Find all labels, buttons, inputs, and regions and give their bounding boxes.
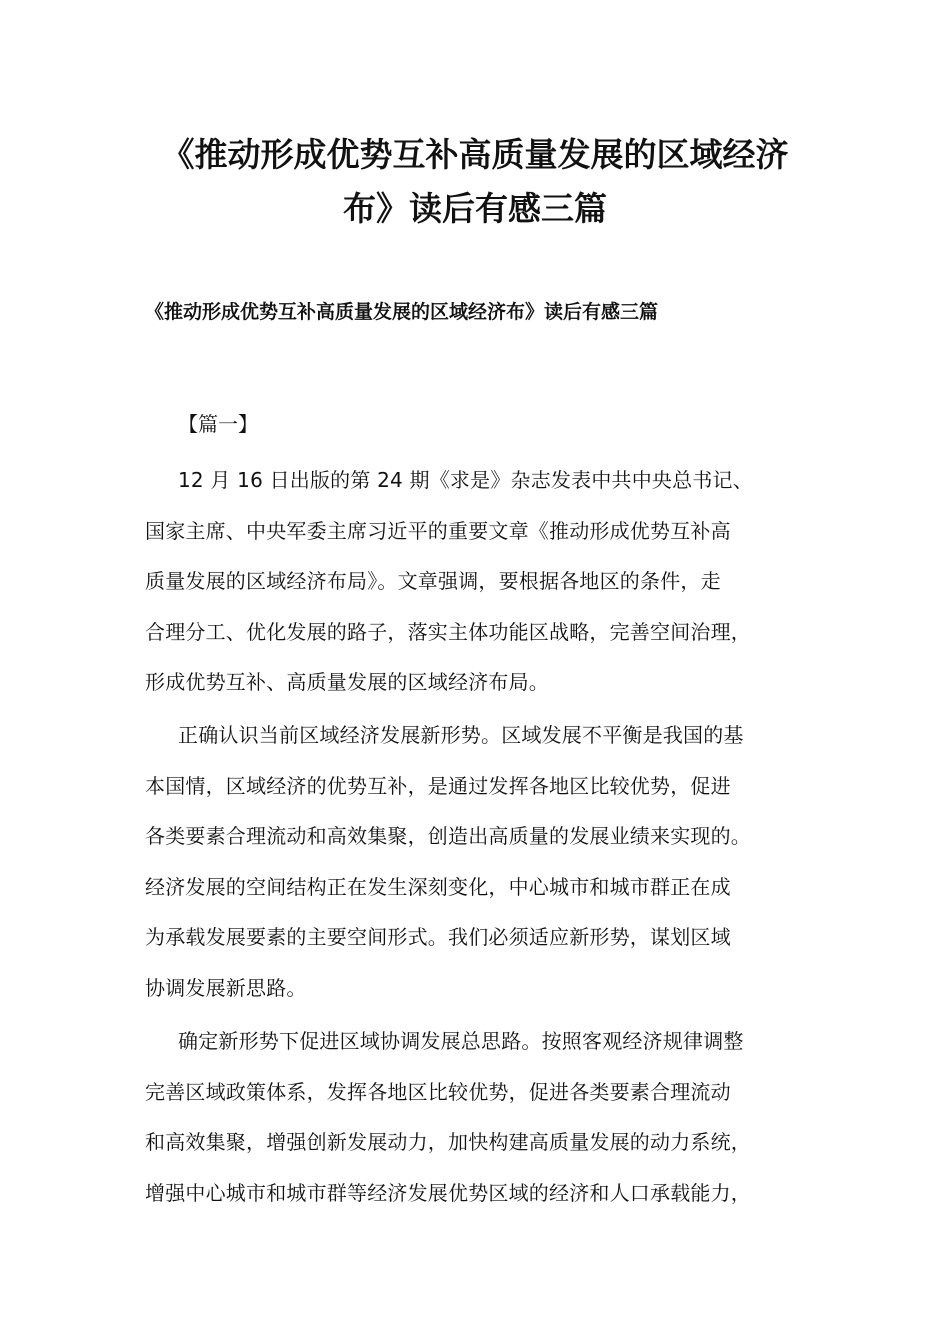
title-line: 布》读后有感三篇 [343,189,607,228]
paragraph-line: 为承载发展要素的主要空间形式。我们必须适应新形势，谋划区域 [145,925,731,949]
section-label: 【篇一】 [178,412,258,436]
title-line: 《推动形成优势互补高质量发展的区域经济 [161,135,789,174]
body-paragraph [145,455,805,708]
paragraph-line: 12 月 16 日出版的第 24 期《求是》杂志发表中共中央总书记、 [178,468,753,492]
body-paragraph [145,710,805,1013]
paragraph-line: 形成优势互补、高质量发展的区域经济布局。 [145,670,549,694]
paragraph-line: 协调发展新思路。 [145,975,307,1000]
paragraph-line: 本国情，区域经济的优势互补，是通过发挥各地区比较优势，促进 [145,773,731,798]
paragraph-line: 确定新形势下促进区域协调发展总思路。按照客观经济规律调整 [178,1029,744,1053]
paragraph-line: 合理分工、优化发展的路子，落实主体功能区战略，完善空间治理， [145,619,751,644]
paragraph-line: 和高效集聚，增强创新发展动力，加快构建高质量发展的动力系统， [145,1130,751,1154]
paragraph-line: 正确认识当前区域经济发展新形势。区域发展不平衡是我国的基 [178,723,744,747]
paragraph-line: 完善区域政策体系，发挥各地区比较优势，促进各类要素合理流动 [145,1079,731,1104]
paragraph-line: 国家主席、中央军委主席习近平的重要文章《推动形成优势互补高 [145,518,731,543]
body-paragraph [145,1016,805,1218]
paragraph-line: 经济发展的空间结构正在发生深刻变化，中心城市和城市群正在成 [145,874,731,899]
document-title [140,128,810,236]
paragraph-line: 增强中心城市和城市群等经济发展优势区域的经济和人口承载能力， [145,1180,751,1205]
paragraph-line: 质量发展的区域经济布局》。文章强调，要根据各地区的条件，走 [145,569,721,593]
paragraph-line: 各类要素合理流动和高效集聚，创造出高质量的发展业绩来实现的。 [145,824,751,848]
document-subtitle: 《推动形成优势互补高质量发展的区域经济布》读后有感三篇 [145,301,659,323]
